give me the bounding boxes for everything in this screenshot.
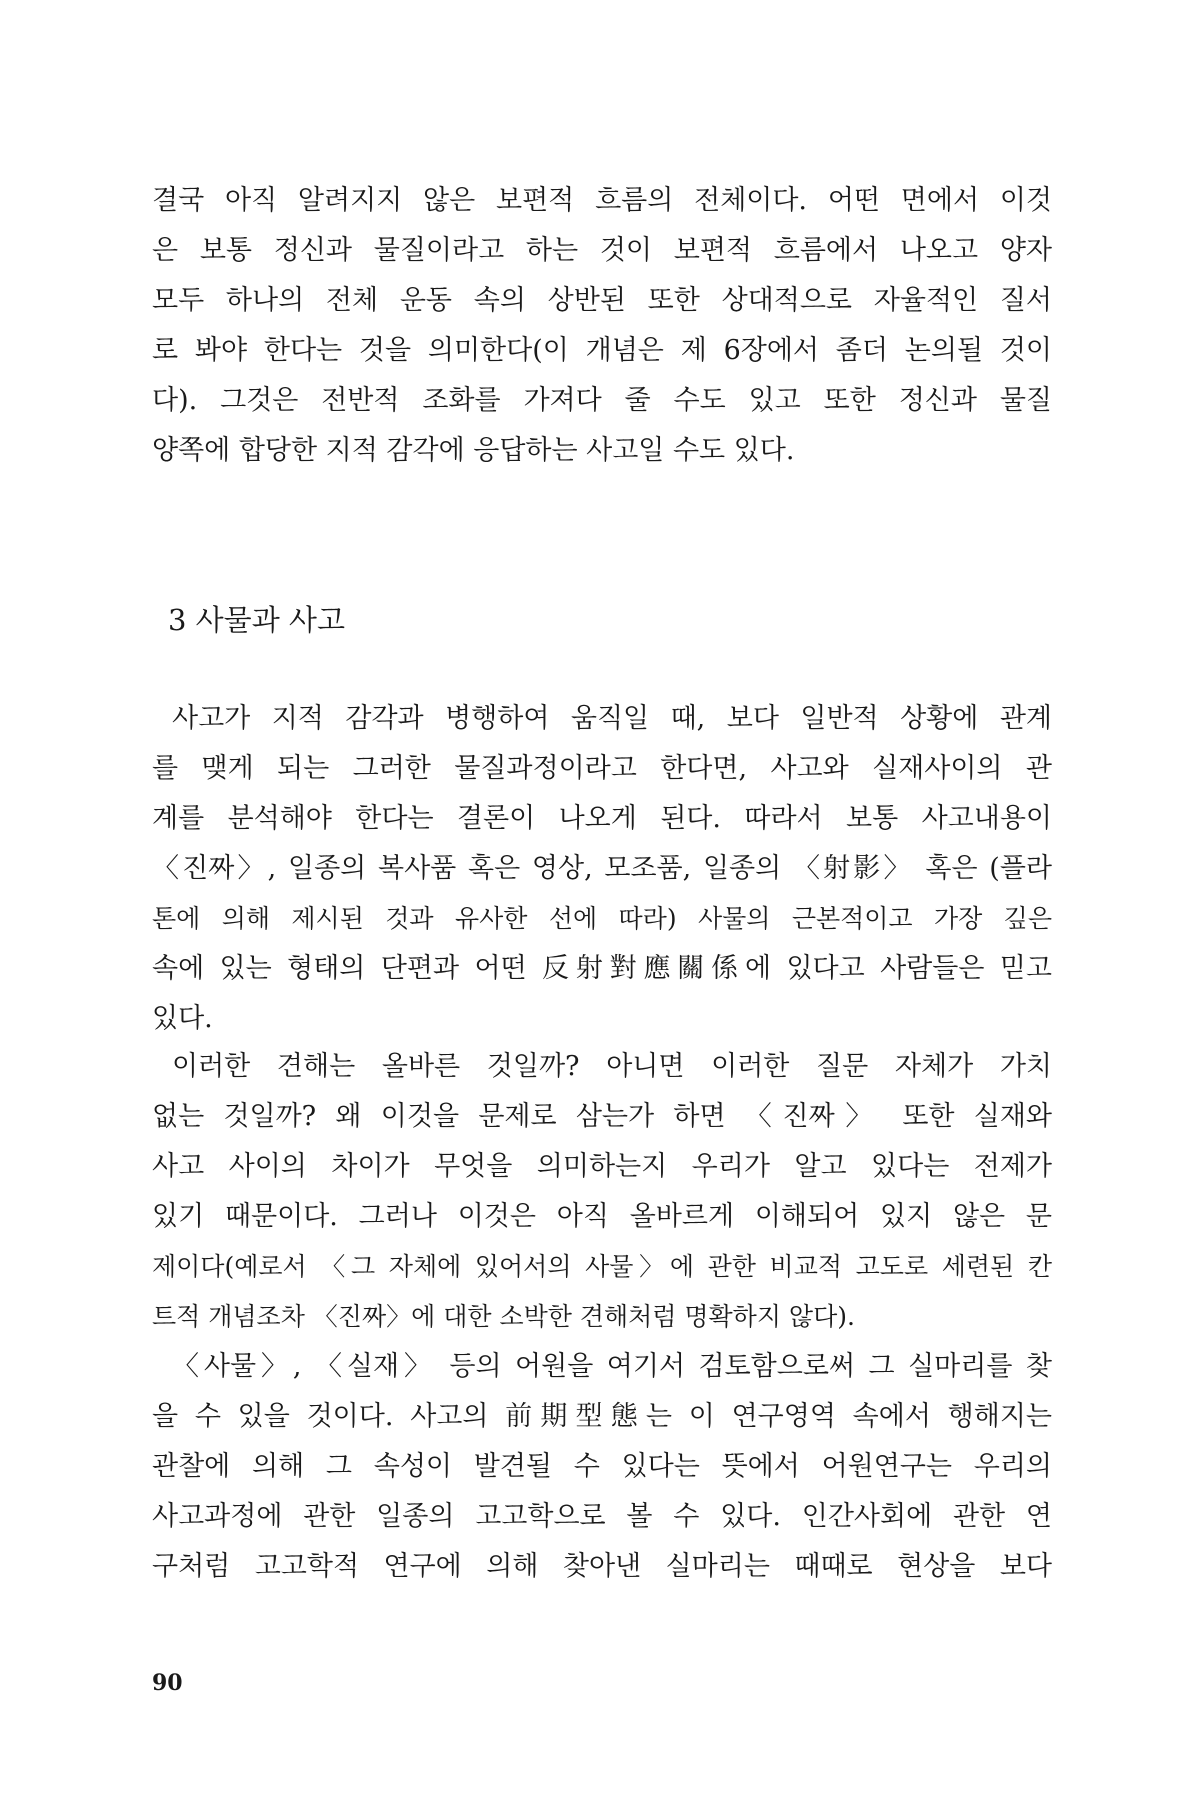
text-line: 을 수 있을 것이다. 사고의 前期型態는 이 연구영역 속에서 행해지는 — [152, 1401, 1052, 1432]
text-line: 양쪽에 합당한 지적 감각에 응답하는 사고일 수도 있다. — [152, 435, 795, 466]
text-line: 〈진짜〉, 일종의 복사품 혹은 영상, 모조품, 일종의 〈射影〉 혹은 (플라 — [152, 853, 1052, 884]
text-line: 트적 개념조차 〈진짜〉에 대한 소박한 견해처럼 명확하지 않다). — [152, 1302, 855, 1331]
text-line: 〈사물〉, 〈실재〉 등의 어원을 여기서 검토함으로써 그 실마리를 찾 — [172, 1351, 1052, 1382]
text-line: 구처럼 고고학적 연구에 의해 찾아낸 실마리는 때때로 현상을 보다 — [152, 1551, 1052, 1582]
text-line: 계를 분석해야 한다는 결론이 나오게 된다. 따라서 보통 사고내용이 — [152, 803, 1052, 834]
text-line: 속에 있는 형태의 단편과 어떤 反射對應關係에 있다고 사람들은 믿고 — [152, 953, 1052, 984]
text-line: 로 봐야 한다는 것을 의미한다(이 개념은 제 6장에서 좀더 논의될 것이 — [152, 335, 1052, 366]
text-line: 은 보통 정신과 물질이라고 하는 것이 보편적 흐름에서 나오고 양자 — [152, 235, 1052, 266]
text-line: 없는 것일까? 왜 이것을 문제로 삼는가 하면 〈진짜〉 또한 실재와 — [152, 1101, 1052, 1132]
text-line: 사고가 지적 감각과 병행하여 움직일 때, 보다 일반적 상황에 관계 — [172, 703, 1052, 734]
text-line: 모두 하나의 전체 운동 속의 상반된 또한 상대적으로 자율적인 질서 — [152, 285, 1052, 316]
text-line: 있다. — [152, 1003, 213, 1034]
text-line: 제이다(예로서 〈그 자체에 있어서의 사물〉에 관한 비교적 고도로 세련된 칸 — [152, 1252, 1052, 1281]
text-line: 관찰에 의해 그 속성이 발견될 수 있다는 뜻에서 어원연구는 우리의 — [152, 1451, 1052, 1482]
text-line: 사고과정에 관한 일종의 고고학으로 볼 수 있다. 인간사회에 관한 연 — [152, 1501, 1052, 1532]
text-line: 를 맺게 되는 그러한 물질과정이라고 한다면, 사고와 실재사이의 관 — [152, 753, 1052, 784]
text-line: 사고 사이의 차이가 무엇을 의미하는지 우리가 알고 있다는 전제가 — [152, 1151, 1052, 1182]
text-line: 다). 그것은 전반적 조화를 가져다 줄 수도 있고 또한 정신과 물질 — [152, 385, 1052, 416]
text-line: 결국 아직 알려지지 않은 보편적 흐름의 전체이다. 어떤 면에서 이것 — [152, 185, 1052, 216]
text-line: 있기 때문이다. 그러나 이것은 아직 올바르게 이해되어 있지 않은 문 — [152, 1201, 1052, 1232]
page-number: 90 — [152, 1670, 183, 1696]
text-line: 이러한 견해는 올바른 것일까? 아니면 이러한 질문 자체가 가치 — [172, 1051, 1052, 1082]
section-heading: 3 사물과 사고 — [168, 603, 345, 637]
text-line: 톤에 의해 제시된 것과 유사한 선에 따라) 사물의 근본적이고 가장 깊은 — [152, 904, 1052, 933]
